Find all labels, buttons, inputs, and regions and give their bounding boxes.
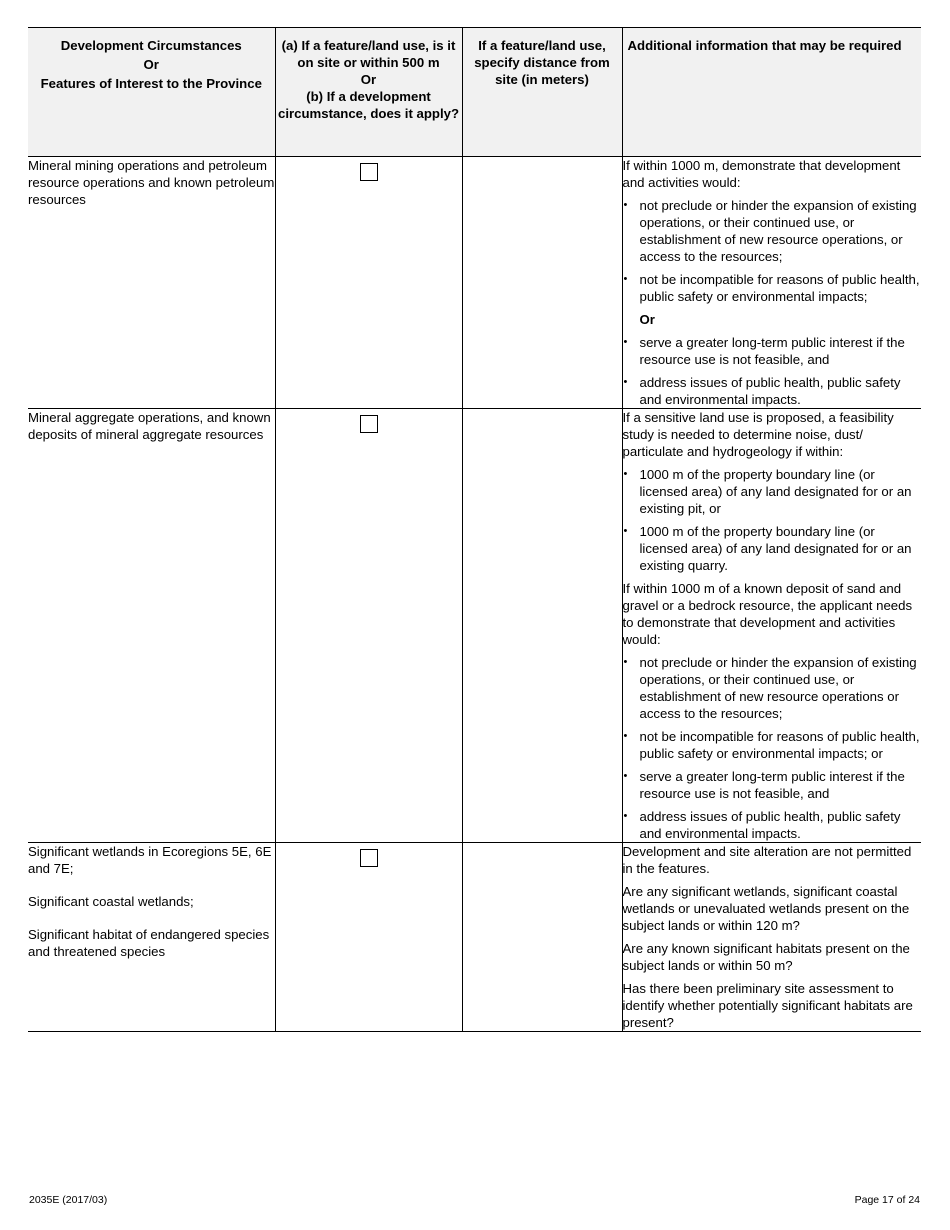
info-or-label: Or bbox=[639, 312, 655, 327]
info-paragraph: If within 1000 m, demonstrate that development and activities would: bbox=[622, 158, 901, 190]
header-col2-line: (a) If a feature/land use, is it on site or within 500 m bbox=[281, 38, 456, 70]
feature-text: Significant coastal wetlands; bbox=[28, 894, 194, 909]
feature-cell bbox=[28, 157, 275, 409]
applies-checkbox[interactable] bbox=[360, 849, 378, 867]
info-list-item: • not preclude or hinder the expansion of existing operations, or their continued use, or establishment of new resource operations or access to the resources; bbox=[623, 654, 922, 722]
header-on-site-or-applies bbox=[275, 28, 462, 157]
applies-cell bbox=[275, 843, 462, 1032]
header-col2-line: Or bbox=[360, 72, 377, 87]
feature-cell bbox=[28, 843, 275, 1032]
feature-text: Significant habitat of endangered species and threatened species bbox=[28, 927, 270, 959]
table-row bbox=[28, 157, 921, 409]
feature-text: Mineral mining operations and petroleum resource operations and known petroleum resources bbox=[28, 158, 275, 207]
header-col1-line: Features of Interest to the Province bbox=[40, 76, 262, 91]
info-paragraph: Are any known significant habitats present on the subject lands or within 50 m? bbox=[622, 941, 910, 973]
form-id: 2035E (2017/03) bbox=[29, 1194, 108, 1206]
info-list-item: • 1000 m of the property boundary line (or licensed area) of any land designated for or an existing quarry. bbox=[623, 523, 922, 574]
header-col1-line: Development Circumstances bbox=[60, 38, 242, 53]
info-list-item: • not preclude or hinder the expansion of existing operations, or their continued use, or establishment of new resource operations, or access to the resources; bbox=[623, 197, 922, 265]
info-list-item: • not be incompatible for reasons of public health, public safety or environmental impacts; bbox=[623, 271, 922, 305]
requirements-table bbox=[28, 27, 921, 1032]
info-list bbox=[623, 197, 922, 305]
feature-cell bbox=[28, 409, 275, 843]
header-col1-line: Or bbox=[143, 57, 159, 72]
header-additional-information: Additional information that may be required bbox=[622, 28, 921, 157]
distance-field[interactable] bbox=[462, 409, 622, 843]
info-paragraph: If within 1000 m of a known deposit of sand and gravel or a bedrock resource, the applicant needs to demonstrate that development and activities would: bbox=[622, 581, 913, 647]
info-list bbox=[623, 334, 922, 408]
applies-checkbox[interactable] bbox=[360, 415, 378, 433]
header-col2-line: (b) If a development circumstance, does it apply? bbox=[277, 89, 460, 121]
page-number: Page 17 of 24 bbox=[854, 1194, 920, 1206]
info-paragraph: Has there been preliminary site assessment to identify whether potentially significant habitats are present? bbox=[622, 981, 913, 1030]
table-header-row bbox=[28, 28, 921, 157]
info-list-item: • serve a greater long-term public interest if the resource use is not feasible, and bbox=[623, 768, 922, 802]
info-list bbox=[623, 654, 922, 842]
header-distance-from-site: If a feature/land use, specify distance from site (in meters) bbox=[462, 28, 622, 157]
applies-checkbox[interactable] bbox=[360, 163, 378, 181]
table-row bbox=[28, 843, 921, 1032]
info-list bbox=[623, 466, 922, 574]
info-paragraph: Development and site alteration are not permitted in the features. bbox=[622, 844, 912, 876]
table-row bbox=[28, 409, 921, 843]
additional-info-cell bbox=[622, 157, 921, 409]
info-list-item: • address issues of public health, public safety and environmental impacts. bbox=[623, 374, 922, 408]
additional-info-cell bbox=[622, 843, 921, 1032]
distance-field[interactable] bbox=[462, 843, 622, 1032]
info-paragraph: Are any significant wetlands, significant coastal wetlands or unevaluated wetlands present on the subject lands or within 120 m? bbox=[622, 884, 910, 933]
additional-info-cell bbox=[622, 409, 921, 843]
distance-field[interactable] bbox=[462, 157, 622, 409]
table-body bbox=[28, 157, 921, 1032]
info-list-item: • serve a greater long-term public interest if the resource use is not feasible, and bbox=[623, 334, 922, 368]
applies-cell bbox=[275, 409, 462, 843]
info-paragraph: If a sensitive land use is proposed, a feasibility study is needed to determine noise, dust/ particulate and hydrogeology if within: bbox=[622, 410, 894, 459]
info-list-item: • address issues of public health, public safety and environmental impacts. bbox=[623, 808, 922, 842]
feature-text: Significant wetlands in Ecoregions 5E, 6E and 7E; bbox=[28, 844, 272, 876]
feature-text: Mineral aggregate operations, and known deposits of mineral aggregate resources bbox=[28, 410, 271, 442]
info-list-item: • not be incompatible for reasons of public health, public safety or environmental impacts; or bbox=[623, 728, 922, 762]
info-list-item: • 1000 m of the property boundary line (or licensed area) of any land designated for or an existing pit, or bbox=[623, 466, 922, 517]
header-development-circumstances bbox=[28, 28, 275, 157]
applies-cell bbox=[275, 157, 462, 409]
